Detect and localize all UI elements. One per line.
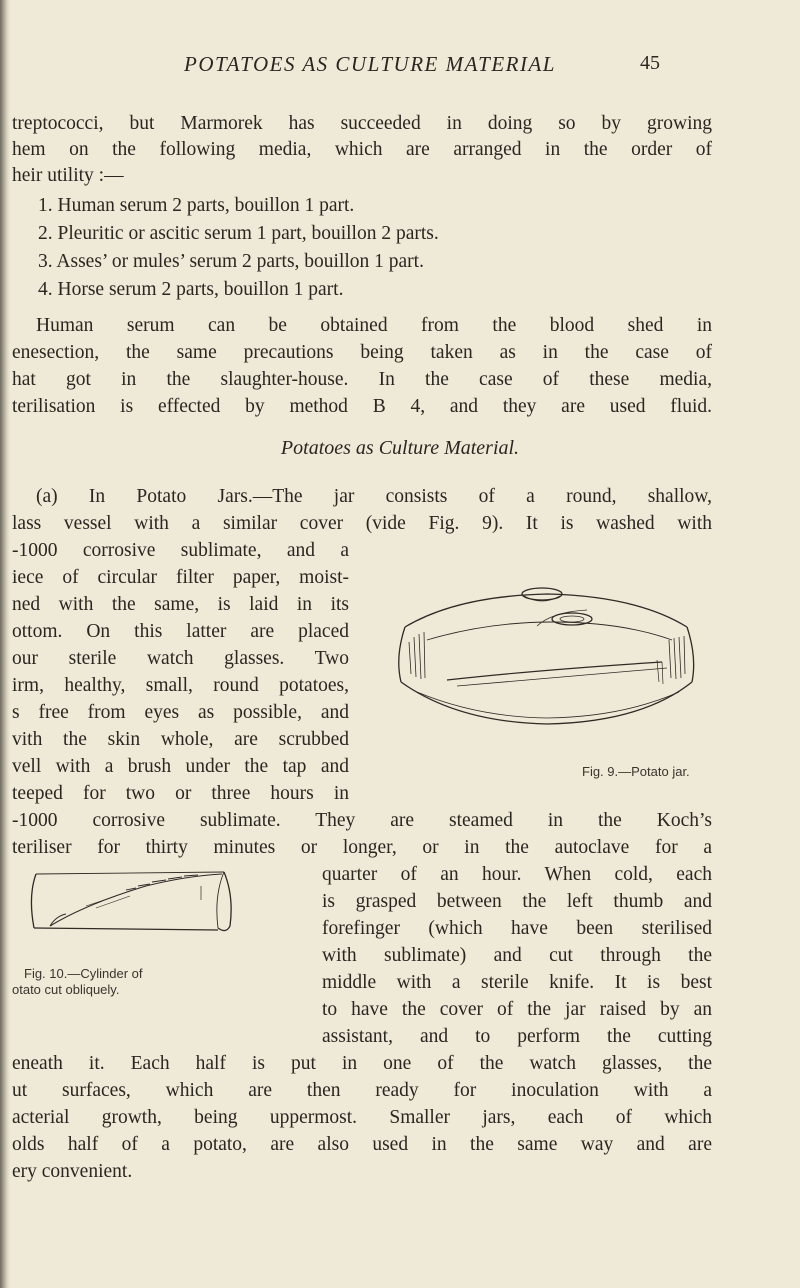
body-line: vith the skin whole, are scrubbed	[12, 729, 349, 750]
body-line: -1000 corrosive sublimate, and a	[12, 540, 349, 561]
potato-cylinder-illustration	[26, 866, 256, 941]
body-line: heir utility :—	[12, 165, 124, 186]
media-list-item: 2. Pleuritic or ascitic serum 1 part, bouillon 2 parts.	[38, 223, 439, 244]
body-line: assistant, and to perform the cutting	[322, 1026, 712, 1047]
body-line: ery convenient.	[12, 1161, 133, 1182]
figure-10-caption: Fig. 10.—Cylinder of	[24, 966, 143, 981]
body-line: middle with a sterile knife. It is best	[322, 972, 712, 993]
section-heading: Potatoes as Culture Material.	[280, 437, 520, 459]
body-line: to have the cover of the jar raised by an	[322, 999, 712, 1020]
body-line: ottom. On this latter are placed	[12, 621, 349, 642]
body-line: hat got in the slaughter-house. In the case of these media,	[12, 369, 712, 390]
running-title: POTATOES AS CULTURE MATERIAL	[184, 52, 556, 76]
figure-9-caption: Fig. 9.—Potato jar.	[582, 764, 690, 779]
body-line: acterial growth, being uppermost. Smaller jars, each of which	[12, 1107, 712, 1128]
body-line: is grasped between the left thumb and	[322, 891, 712, 912]
body-line: enesection, the same precautions being taken as in the case of	[12, 342, 712, 363]
body-line: terilisation is effected by method B 4, and they are used fluid.	[12, 396, 712, 417]
potato-jar-illustration	[387, 582, 697, 732]
body-line: iece of circular filter paper, moist-	[12, 567, 349, 588]
body-line: ut surfaces, which are then ready for inoculation with a	[12, 1080, 712, 1101]
body-line: s free from eyes as possible, and	[12, 702, 349, 723]
media-list-item: 4. Horse serum 2 parts, bouillon 1 part.	[38, 279, 344, 300]
body-line: lass vessel with a similar cover (vide Fig. 9). It is washed with	[12, 513, 712, 534]
body-line: (a) In Potato Jars.—The jar consists of a round, shallow,	[36, 486, 712, 507]
body-line: teeped for two or three hours in	[12, 783, 349, 804]
body-line: olds half of a potato, are also used in the same way and are	[12, 1134, 712, 1155]
page-gutter-shadow	[0, 0, 10, 1288]
body-line: quarter of an hour. When cold, each	[322, 864, 712, 885]
body-line: forefinger (which have been sterilised	[322, 918, 712, 939]
figure-10-caption: otato cut obliquely.	[12, 982, 120, 997]
body-line: -1000 corrosive sublimate. They are steamed in the Koch’s	[12, 810, 712, 831]
body-line: ned with the same, is laid in its	[12, 594, 349, 615]
body-line: hem on the following media, which are arranged in the order of	[12, 139, 712, 160]
body-line: with sublimate) and cut through the	[322, 945, 712, 966]
page-number: 45	[640, 52, 660, 74]
body-line: treptococci, but Marmorek has succeeded in doing so by growing	[12, 113, 712, 134]
media-list-item: 3. Asses’ or mules’ serum 2 parts, bouillon 1 part.	[38, 251, 424, 272]
media-list-item: 1. Human serum 2 parts, bouillon 1 part.	[38, 195, 355, 216]
body-line: irm, healthy, small, round potatoes,	[12, 675, 349, 696]
body-line: eneath it. Each half is put in one of the watch glasses, the	[12, 1053, 712, 1074]
body-line: our sterile watch glasses. Two	[12, 648, 349, 669]
body-line: vell with a brush under the tap and	[12, 756, 349, 777]
body-line: Human serum can be obtained from the blood shed in	[36, 315, 712, 336]
body-line: teriliser for thirty minutes or longer, or in the autoclave for a	[12, 837, 712, 858]
